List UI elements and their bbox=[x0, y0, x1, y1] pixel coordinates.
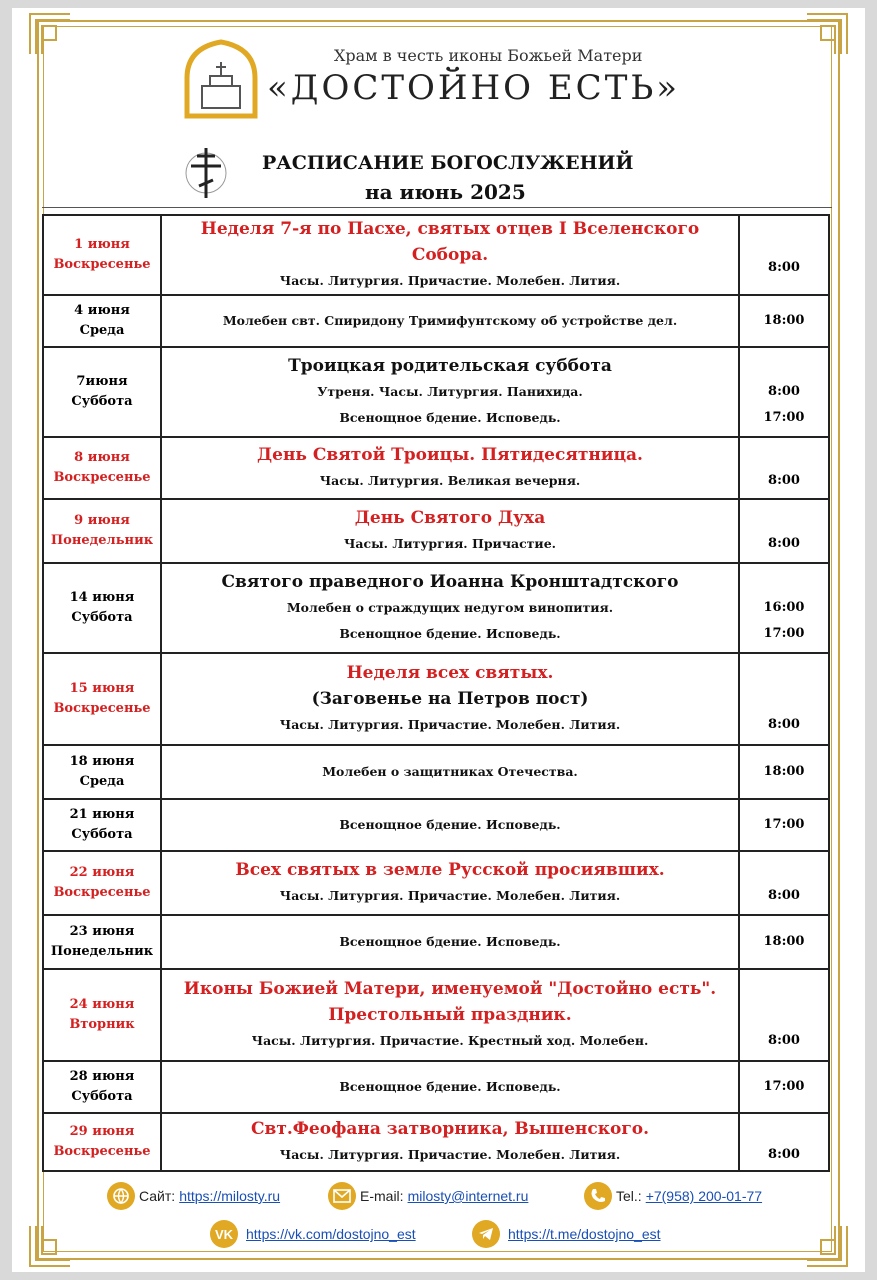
temple-name: «ДОСТОЙНО ЕСТЬ» bbox=[267, 68, 681, 108]
service-time: 8:00 bbox=[768, 384, 800, 399]
row-weekday: Вторник bbox=[69, 1017, 135, 1032]
row-date-cell bbox=[43, 499, 161, 563]
row-feast: Троицкая родительская суббота bbox=[288, 356, 612, 376]
row-time-cell bbox=[739, 437, 829, 499]
telegram-contact bbox=[472, 1220, 661, 1248]
globe-icon bbox=[107, 1182, 135, 1210]
service-time: 17:00 bbox=[763, 817, 805, 832]
site-link[interactable]: https://milosty.ru bbox=[179, 1188, 281, 1204]
service-time: 17:00 bbox=[763, 626, 805, 641]
service-line: Всенощное бдение. Исповедь. bbox=[339, 626, 561, 641]
service-time: 18:00 bbox=[763, 764, 805, 779]
telegram-icon bbox=[472, 1220, 500, 1248]
row-date-cell bbox=[43, 563, 161, 653]
service-line: Молебен о страждущих недугом винопития. bbox=[286, 600, 614, 615]
row-feast: Иконы Божией Матери, именуемой "Достойно есть". bbox=[183, 979, 717, 999]
row-date-cell bbox=[43, 915, 161, 969]
row-time-cell bbox=[739, 745, 829, 799]
schedule-table bbox=[42, 214, 830, 1172]
row-weekday: Суббота bbox=[71, 1089, 133, 1104]
service-line: Молебен о защитниках Отечества. bbox=[322, 764, 578, 779]
schedule-row bbox=[43, 799, 829, 851]
service-line: Всенощное бдение. Исповедь. bbox=[339, 410, 561, 425]
row-services-cell bbox=[161, 499, 739, 563]
service-time: 18:00 bbox=[763, 934, 805, 949]
row-services-cell bbox=[161, 437, 739, 499]
telegram-link[interactable]: https://t.me/dostojno_est bbox=[508, 1226, 661, 1242]
frame-corner-ornament bbox=[805, 1224, 851, 1270]
row-services-cell bbox=[161, 915, 739, 969]
row-feast: Свт.Феофана затворника, Вышенского. bbox=[251, 1119, 649, 1139]
tel-label: Tel.: bbox=[616, 1188, 642, 1204]
row-weekday: Среда bbox=[79, 323, 125, 338]
row-date-cell bbox=[43, 1113, 161, 1171]
row-weekday: Суббота bbox=[71, 827, 133, 842]
schedule-month: на июнь 2025 bbox=[365, 180, 526, 204]
row-time-cell bbox=[739, 799, 829, 851]
schedule-row bbox=[43, 915, 829, 969]
row-date-cell bbox=[43, 653, 161, 745]
row-services-cell bbox=[161, 1113, 739, 1171]
site-contact bbox=[107, 1182, 280, 1210]
row-feast-note: (Заговенье на Петров пост) bbox=[311, 689, 589, 709]
orthodox-cross-icon bbox=[177, 144, 235, 202]
row-time-cell bbox=[739, 563, 829, 653]
row-date-cell bbox=[43, 295, 161, 347]
row-date: 24 июня bbox=[69, 997, 135, 1012]
row-feast-note: Престольный праздник. bbox=[328, 1005, 572, 1025]
schedule-row bbox=[43, 851, 829, 915]
row-feast: Неделя 7-я по Пасхе, святых отцев I Вселенского Собора. bbox=[200, 219, 700, 265]
temple-logo-icon bbox=[182, 38, 260, 120]
row-time-cell bbox=[739, 653, 829, 745]
row-weekday: Среда bbox=[79, 774, 125, 789]
row-time-cell bbox=[739, 969, 829, 1061]
row-services-cell bbox=[161, 347, 739, 437]
service-time: 8:00 bbox=[768, 1033, 800, 1048]
row-services-cell bbox=[161, 969, 739, 1061]
row-date: 4 июня bbox=[74, 303, 130, 318]
schedule-row bbox=[43, 563, 829, 653]
row-weekday: Суббота bbox=[71, 394, 133, 409]
row-time-cell bbox=[739, 499, 829, 563]
row-date-cell bbox=[43, 1061, 161, 1113]
schedule-row bbox=[43, 347, 829, 437]
envelope-icon bbox=[328, 1182, 356, 1210]
email-label: E-mail: bbox=[360, 1188, 404, 1204]
service-time: 8:00 bbox=[768, 260, 800, 275]
row-feast: Неделя всех святых. bbox=[346, 663, 554, 683]
row-date-cell bbox=[43, 745, 161, 799]
phone-icon bbox=[584, 1182, 612, 1210]
frame-corner-ornament bbox=[26, 1224, 72, 1270]
vk-icon: VK bbox=[210, 1220, 238, 1248]
row-date: 21 июня bbox=[69, 807, 135, 822]
row-date-cell bbox=[43, 215, 161, 295]
schedule-row bbox=[43, 745, 829, 799]
service-line: Всенощное бдение. Исповедь. bbox=[339, 817, 561, 832]
row-date: 7июня bbox=[76, 374, 128, 389]
row-weekday: Понедельник bbox=[50, 944, 154, 959]
row-time-cell bbox=[739, 915, 829, 969]
row-feast: Всех святых в земле Русской просиявших. bbox=[235, 860, 665, 880]
row-date: 15 июня bbox=[69, 681, 135, 696]
row-services-cell bbox=[161, 215, 739, 295]
row-weekday: Понедельник bbox=[50, 533, 154, 548]
service-line: Часы. Литургия. Причастие. bbox=[343, 536, 557, 551]
row-date-cell bbox=[43, 799, 161, 851]
row-date-cell bbox=[43, 969, 161, 1061]
row-time-cell bbox=[739, 1113, 829, 1171]
service-line: Часы. Литургия. Великая вечерня. bbox=[319, 473, 581, 488]
service-line: Часы. Литургия. Причастие. Молебен. Лития. bbox=[279, 1147, 621, 1162]
service-time: 18:00 bbox=[763, 313, 805, 328]
vk-contact bbox=[210, 1220, 416, 1248]
row-feast: День Святого Духа bbox=[354, 508, 546, 528]
frame-corner-ornament bbox=[805, 10, 851, 56]
row-date-cell bbox=[43, 347, 161, 437]
row-date: 22 июня bbox=[69, 865, 135, 880]
phone-link[interactable]: +7(958) 200-01-77 bbox=[645, 1188, 763, 1204]
schedule-row bbox=[43, 437, 829, 499]
service-line: Утреня. Часы. Литургия. Панихида. bbox=[317, 384, 583, 399]
frame-corner-ornament bbox=[26, 10, 72, 56]
row-date: 28 июня bbox=[69, 1069, 135, 1084]
row-date-cell bbox=[43, 851, 161, 915]
schedule-row bbox=[43, 499, 829, 563]
schedule-row bbox=[43, 1113, 829, 1171]
service-time: 8:00 bbox=[768, 717, 800, 732]
row-services-cell bbox=[161, 1061, 739, 1113]
service-line: Всенощное бдение. Исповедь. bbox=[339, 934, 561, 949]
service-line: Часы. Литургия. Причастие. Молебен. Лития. bbox=[279, 717, 621, 732]
row-weekday: Воскресенье bbox=[53, 1144, 151, 1159]
row-date: 9 июня bbox=[74, 513, 130, 528]
row-weekday: Суббота bbox=[71, 610, 133, 625]
service-line: Молебен свт. Спиридону Тримифунтскому об устройстве дел. bbox=[222, 313, 678, 328]
service-time: 17:00 bbox=[763, 410, 805, 425]
service-line: Часы. Литургия. Причастие. Крестный ход. Молебен. bbox=[251, 1033, 649, 1048]
service-time: 8:00 bbox=[768, 473, 800, 488]
row-date: 1 июня bbox=[74, 237, 130, 252]
row-services-cell bbox=[161, 653, 739, 745]
row-weekday: Воскресенье bbox=[53, 885, 151, 900]
schedule-row bbox=[43, 215, 829, 295]
vk-link[interactable]: https://vk.com/dostojno_est bbox=[246, 1226, 416, 1242]
row-time-cell bbox=[739, 347, 829, 437]
row-feast: Святого праведного Иоанна Кронштадтского bbox=[221, 572, 679, 592]
service-line: Всенощное бдение. Исповедь. bbox=[339, 1079, 561, 1094]
schedule-page bbox=[12, 8, 865, 1272]
schedule-row bbox=[43, 969, 829, 1061]
row-date: 29 июня bbox=[69, 1124, 135, 1139]
temple-subtitle: Храм в честь иконы Божьей Матери bbox=[334, 46, 643, 65]
service-line: Часы. Литургия. Причастие. Молебен. Лития. bbox=[279, 888, 621, 903]
service-line: Часы. Литургия. Причастие. Молебен. Лития. bbox=[279, 273, 621, 288]
row-feast: День Святой Троицы. Пятидесятница. bbox=[257, 445, 643, 465]
row-time-cell bbox=[739, 851, 829, 915]
row-weekday: Воскресенье bbox=[53, 257, 151, 272]
phone-contact bbox=[584, 1182, 762, 1210]
schedule-row bbox=[43, 1061, 829, 1113]
schedule-title: РАСПИСАНИЕ БОГОСЛУЖЕНИЙ bbox=[262, 152, 634, 174]
row-services-cell bbox=[161, 563, 739, 653]
row-date: 18 июня bbox=[69, 754, 135, 769]
row-services-cell bbox=[161, 799, 739, 851]
row-weekday: Воскресенье bbox=[53, 470, 151, 485]
row-services-cell bbox=[161, 295, 739, 347]
site-label: Сайт: bbox=[139, 1188, 176, 1204]
service-time: 8:00 bbox=[768, 888, 800, 903]
schedule-row bbox=[43, 653, 829, 745]
service-time: 17:00 bbox=[763, 1079, 805, 1094]
schedule-row bbox=[43, 295, 829, 347]
email-contact bbox=[328, 1182, 528, 1210]
row-services-cell bbox=[161, 745, 739, 799]
row-weekday: Воскресенье bbox=[53, 701, 151, 716]
email-link[interactable]: milosty@internet.ru bbox=[407, 1188, 529, 1204]
row-date: 8 июня bbox=[74, 450, 130, 465]
row-date: 14 июня bbox=[69, 590, 135, 605]
row-services-cell bbox=[161, 851, 739, 915]
service-time: 8:00 bbox=[768, 536, 800, 551]
row-date: 23 июня bbox=[69, 924, 135, 939]
row-time-cell bbox=[739, 1061, 829, 1113]
service-time: 8:00 bbox=[768, 1147, 800, 1162]
row-time-cell bbox=[739, 295, 829, 347]
service-time: 16:00 bbox=[763, 600, 805, 615]
row-date-cell bbox=[43, 437, 161, 499]
row-time-cell bbox=[739, 215, 829, 295]
header-divider bbox=[42, 207, 832, 208]
